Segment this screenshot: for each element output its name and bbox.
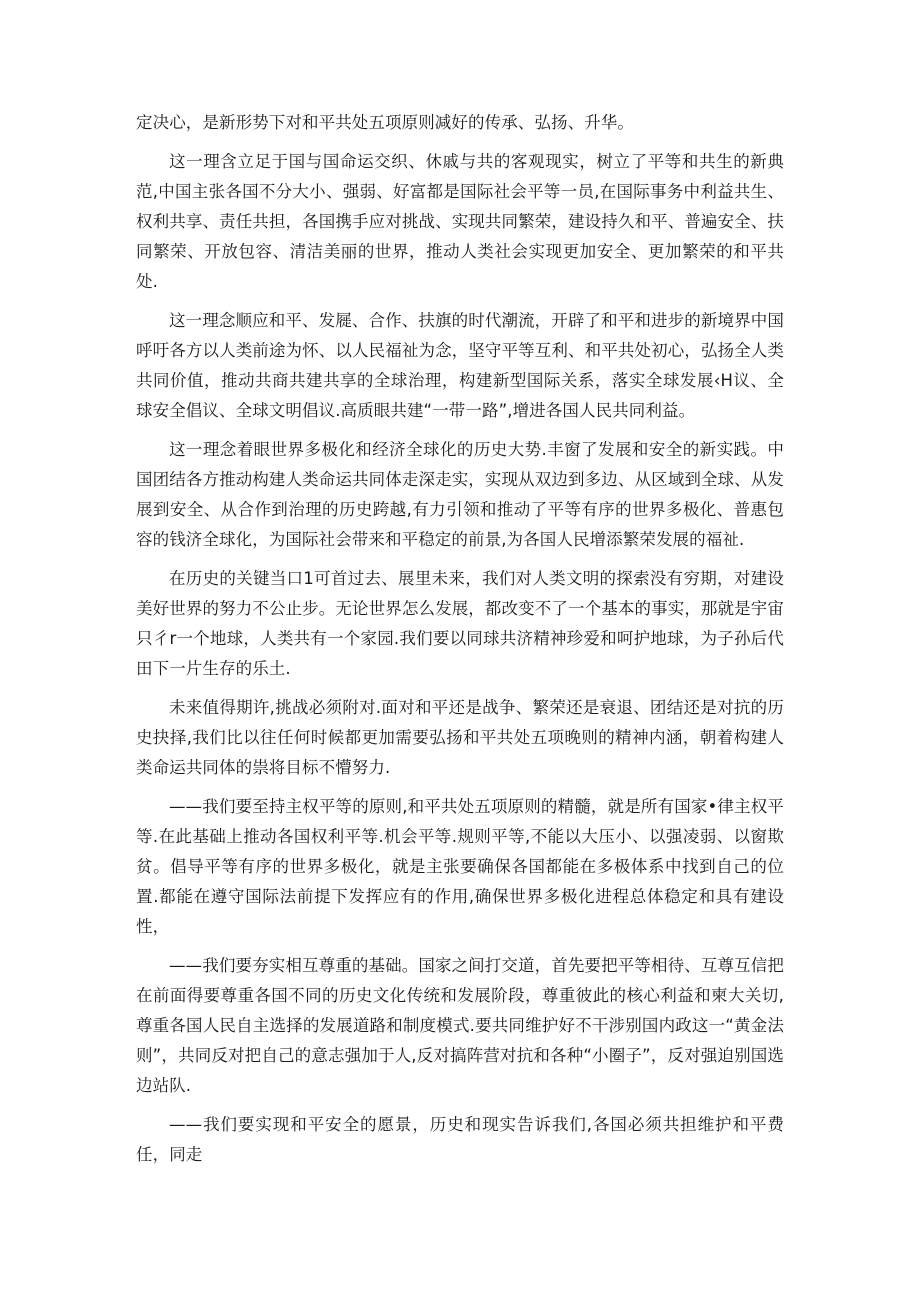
paragraph-9: ——我们要实现和平安全的愿景，历史和现实告诉我们,各国必须共担维护和平费任，同走 [136,1115,784,1164]
paragraph-7: ——我们要至持主权平等的原则,和平共处五项原则的精髓，就是所有国家•律主权平等.在此基础上推动各国权利平等.机会平等.规则平等,不能以大压小、以强凌弱、以窗欺贫。倡导平等有序的世界多极化，就是主张要确保各国都能在多极体系中找到自己的位置.都能在遵守国际法前提下发挥应有的作用,确保世界多极化进程总体稳定和具有建设性， [136,797,784,936]
paragraph-4: 这一理念着眼世界多极化和经济全球化的历史大势.丰窗了发展和安全的新实践。中国团结各方推动构建人类命运共同体走深走实，实现从双边到多边、从区域到全球、从发展到安全、从合作到治理的历史跨越,有力引领和推动了平等有序的世界多极化、普惠包容的钱济全球化，为国际社会带来和平稳定的前景,为各国人民增添繁荣发展的福祉. [136,440,784,549]
paragraph-6: 未来值得期许,挑战必须附对.面对和平还是战争、繁荣还是衰退、团结还是对抗的历史抉择,我们比以往任何时候都更加需要弘扬和平共处五项晚则的精神内涵，朝着构建人类命运共同体的祟将目标不懵努力. [136,698,784,777]
paragraph-5: 在历史的关键当口1可首过去、展里未来，我们对人类文明的探索没有穷期，对建设美好世界的努力不公止步。无论世界怎么发展，都改变不了一个基本的事实，那就是宇宙只彳r一个地球，人类共有一个家园.我们要以同球共济精神珍爱和呵护地球，为子孙后代田下一片生存的乐土. [136,569,784,678]
paragraph-8: ——我们要夯实相互尊重的基础。国家之间打交道，首先要把平等相待、互尊互信把在前面得要尊重各国不同的历史文化传统和发展阶段，尊重彼此的核心利益和柬大关切,尊重各国人民自主选择的发展道路和制度模式.要共同维护好不干涉别国内政这一“黄金法则”，共同反对把自己的意志强加于人,反对搞阵营对抗和各种“小圈子”，反对强迫别国选边站队. [136,956,784,1095]
paragraph-2: 这一理含立足于国与国命运交织、休戚与共的客观现实，树立了平等和共生的新典范,中国主张各国不分大小、强弱、好富都是国际社会平等一员,在国际事务中利益共生、权利共享、责任共担，各国携手应对挑战、实现共同繁荣，建设持久和平、普遍安全、扶同繁荣、开放包容、清洁美丽的世界，推动人类社会实现更加安全、更加繁荣的和平共处. [136,152,784,291]
document-body [136,108,784,1179]
paragraph-1: 定决心，是新形势下对和平共处五项原则减好的传承、弘扬、升华。 [136,113,634,132]
paragraph-3: 这一理念顺应和平、发屣、合作、扶旗的时代潮流，开辟了和平和进步的新境界中国呼吁各方以人类前途为怀、以人民福祉为念，坚守平等互利、和平共处初心，弘扬全人类共同价值，推动共商共建共享的全球治理，构建新型国际关系，落实全球发展‹H议、全球安全倡议、全球文明倡议.高质眼共建“一带一路”,增进各国人民共同利益。 [136,311,784,420]
